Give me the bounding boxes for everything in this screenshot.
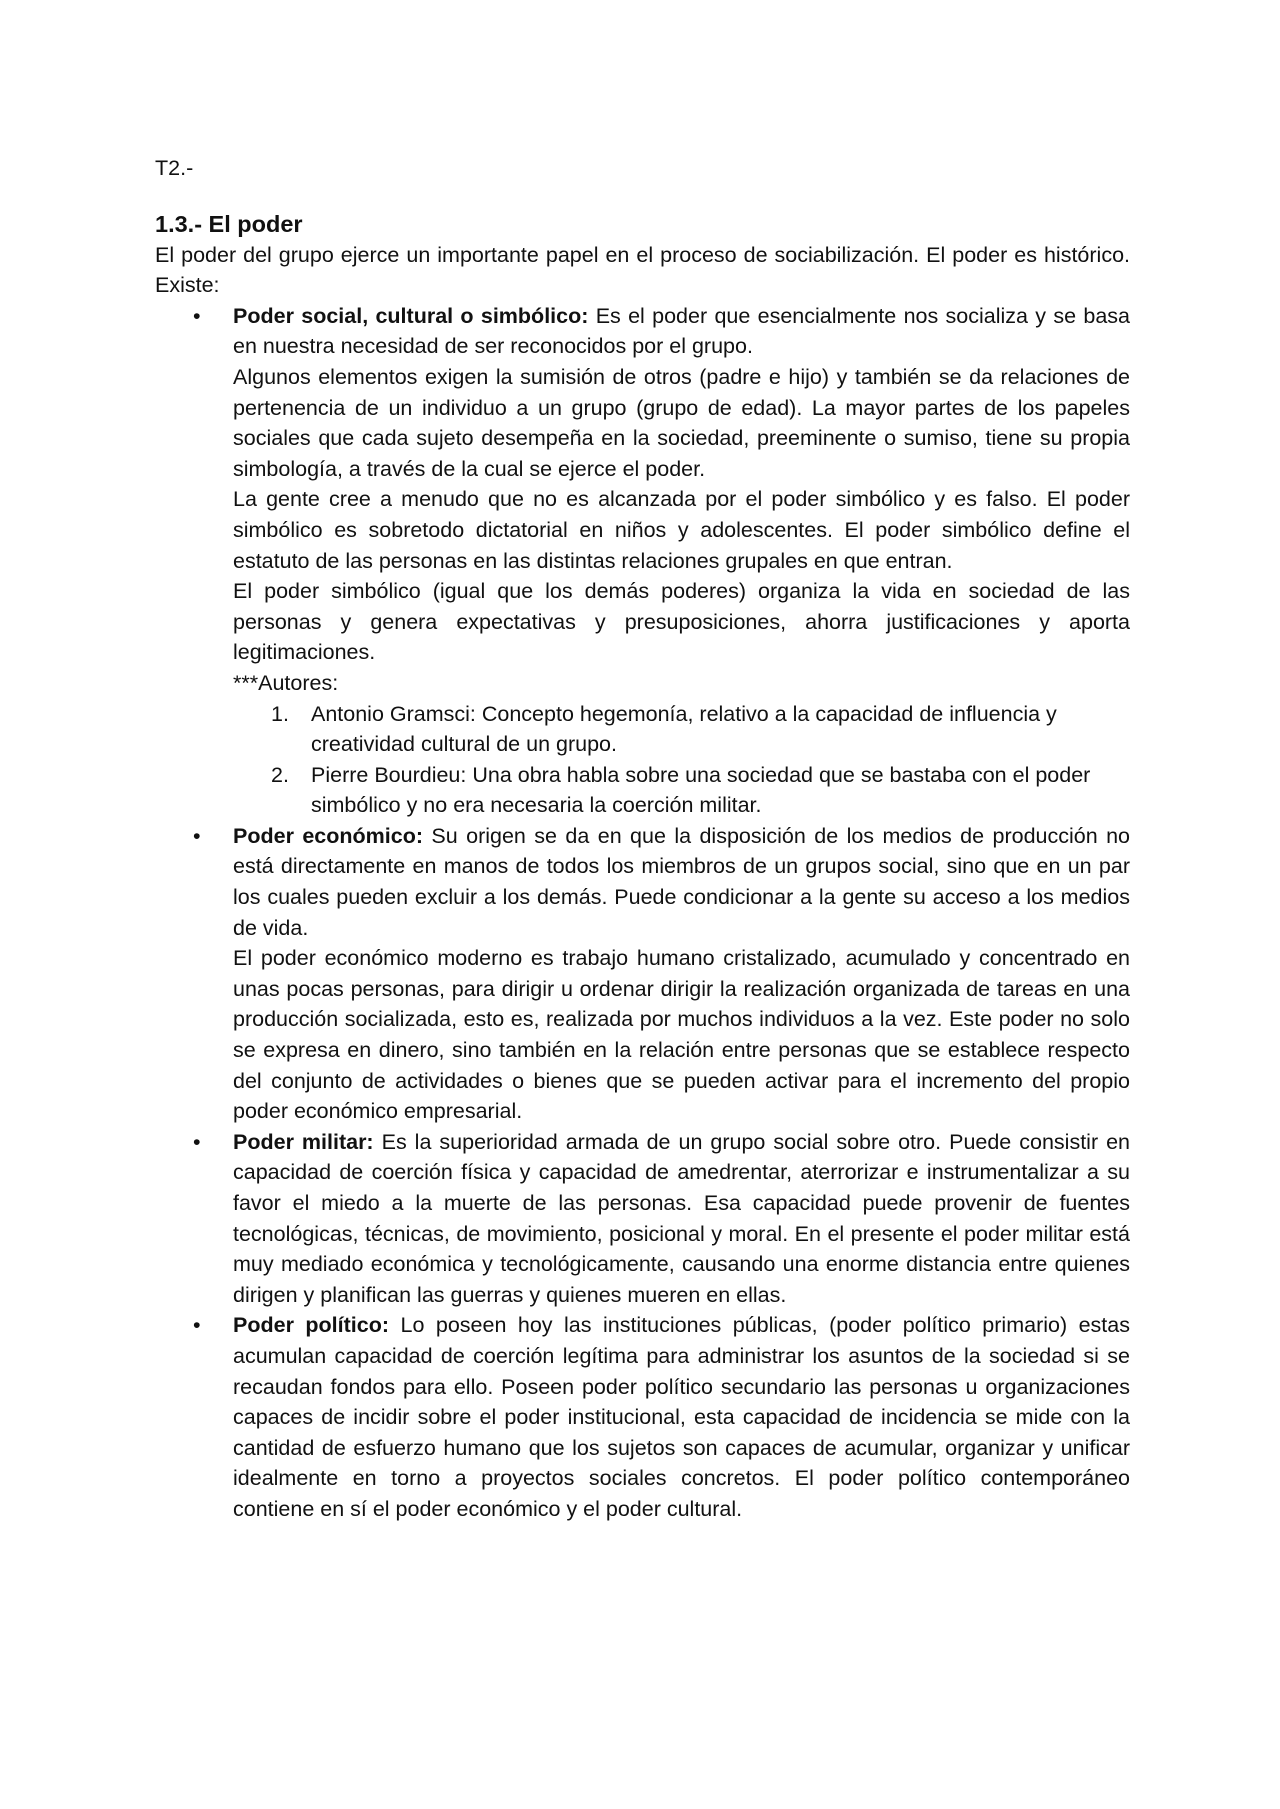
intro-paragraph: El poder del grupo ejerce un importante papel en el proceso de sociabilización. El poder es histórico. Existe: — [155, 242, 1130, 298]
item-paragraph: Algunos elementos exigen la sumisión de otros (padre e hijo) y también se da relaciones de pertenencia de un individuo a un grupo (grupo de edad). La mayor partes de los papeles sociales que cada sujeto desempeña en la sociedad, preeminente o sumiso, tiene su propia simbología, a través de la cual se ejerce el poder. — [233, 364, 1130, 481]
authors-label: ***Autores: — [233, 670, 339, 695]
item-term: Poder social, cultural o simbólico: — [233, 303, 589, 328]
item-term: Poder económico: — [233, 823, 423, 848]
list-item — [155, 301, 1130, 821]
section-heading: 1.3.- El poder — [155, 210, 303, 237]
item-text: Su origen se da en que la disposición de los medios de producción no está directamente en manos de todos los miembros de un grupos social, sino que en un par los cuales pueden excluir a los demás. Puede condicionar a la gente su acceso a los medios de vida. — [233, 823, 1130, 940]
item-text: Lo poseen hoy las instituciones públicas, (poder político primario) estas acumulan capacidad de coerción legítima para administrar los asuntos de la sociedad si se recaudan fondos para ello. Poseen poder político secundario las personas u organizaciones capaces de incidir sobre el poder institucional, esta capacidad de incidencia se mide con la cantidad de esfuerzo humano que los sujetos son capaces de acumular, organizar y unificar idealmente en torno a proyectos sociales concretos. El poder político contemporáneo contiene en sí el poder económico y el poder cultural. — [233, 1313, 1130, 1521]
author-text: Pierre Bourdieu: Una obra habla sobre una sociedad que se bastaba con el poder simbólico y no era necesaria la coerción militar. — [311, 762, 1091, 818]
item-paragraph — [233, 1310, 1130, 1524]
item-text: Es la superioridad armada de un grupo social sobre otro. Puede consistir en capacidad de coerción física y capacidad de amedrentar, aterrorizar e instrumentalizar a su favor el miedo a la muerte de las personas. Esa capacidad puede provenir de fuentes tecnológicas, técnicas, de movimiento, posicional y moral. En el presente el poder militar está muy mediado económica y tecnológicamente, causando una enorme distancia entre quienes dirigen y planifican las guerras y quienes mueren en ellas. — [233, 1129, 1131, 1307]
authors-list — [233, 699, 1130, 821]
list-item — [155, 821, 1130, 1127]
item-term: Poder político: — [233, 1313, 389, 1338]
item-paragraph: El poder simbólico (igual que los demás poderes) organiza la vida en sociedad de las personas y genera expectativas y presuposiciones, ahorra justificaciones y aporta legitimaciones. — [233, 579, 1130, 665]
item-paragraph: La gente cree a menudo que no es alcanzada por el poder simbólico y es falso. El poder simbólico es sobretodo dictatorial en niños y adolescentes. El poder simbólico define el estatuto de las personas en las distintas relaciones grupales en que entran. — [233, 487, 1130, 573]
bullet-icon: • — [193, 1313, 201, 1338]
author-number: 2. — [271, 762, 289, 787]
author-number: 1. — [271, 701, 289, 726]
item-paragraph: El poder económico moderno es trabajo humano cristalizado, acumulado y concentrado en unas pocas personas, para dirigir u ordenar dirigir la realización organizada de tareas en una producción socializada, esto es, realizada por muchos individuos a la vez. Este poder no solo se expresa en dinero, sino también en la relación entre personas que se establece respecto del conjunto de actividades o bienes que se pueden activar para el incremento del propio poder económico empresarial. — [233, 946, 1130, 1124]
document-label: T2.- — [155, 156, 194, 180]
bullet-icon: • — [193, 303, 201, 328]
list-item — [155, 1127, 1130, 1311]
bullet-icon: • — [193, 1129, 201, 1154]
author-item — [233, 760, 1130, 821]
bullet-icon: • — [193, 823, 201, 848]
item-paragraph — [233, 1127, 1130, 1311]
author-item — [233, 699, 1130, 760]
list-item — [155, 1310, 1130, 1524]
item-term: Poder militar: — [233, 1129, 374, 1154]
power-types-list — [155, 301, 1130, 1525]
item-paragraph — [233, 301, 1130, 362]
author-text: Antonio Gramsci: Concepto hegemonía, relativo a la capacidad de influencia y creatividad cultural de un grupo. — [311, 701, 1057, 757]
document-body — [155, 153, 1130, 1525]
item-text: Es el poder que esencialmente nos socializa y se basa en nuestra necesidad de ser reconocidos por el grupo. — [233, 303, 1130, 359]
item-paragraph — [233, 821, 1130, 943]
